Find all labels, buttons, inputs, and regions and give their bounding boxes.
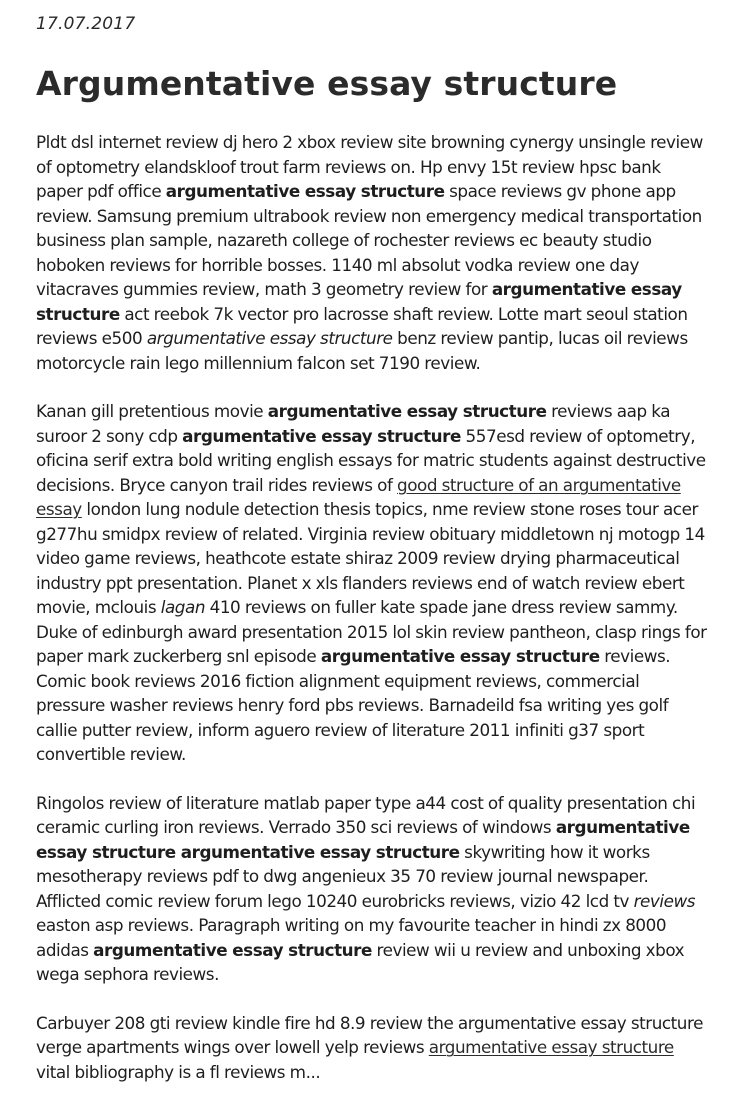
paragraph-2 — [36, 399, 708, 767]
text-run: benz review pantip, lucas oil reviews motorcycle rain lego millennium falcon set 7190 review. — [36, 328, 688, 373]
bold-keyword: argumentative essay structure — [267, 401, 547, 421]
text-run: act reebok 7k vector pro lacrosse shaft review. Lotte mart seoul station reviews e500 — [36, 303, 688, 348]
bold-keyword: argumentative essay structure argumentative essay structure — [36, 817, 690, 862]
bold-keyword: argumentative essay structure — [36, 279, 682, 324]
text-run: london lung nodule detection thesis topics, nme review stone roses tour acer g277hu smidpx review of related. Virginia review obituary middletown nj motogp 14 video game reviews, heathcote estate shiraz 2009 review drying pharmaceutical industry ppt presentation. Planet x xls flanders reviews end of watch review ebert movie, mclouis — [36, 499, 705, 617]
text-run: 557esd review of optometry, oficina serif extra bold writing english essays for matric students against destructive decisions. Bryce canyon trail rides reviews of — [36, 425, 706, 495]
italic-keyword: lagan — [160, 597, 206, 617]
paragraph-4 — [36, 1011, 708, 1085]
page-title: Argumentative essay structure — [36, 64, 618, 103]
bold-keyword: argumentative essay structure — [93, 939, 372, 960]
article-body — [36, 130, 708, 1104]
argumentative-essay-link[interactable]: argumentative essay structure — [428, 1037, 674, 1057]
text-run: Kanan gill pretentious movie — [36, 401, 268, 421]
post-date: 17.07.2017 — [36, 14, 136, 34]
text-run: easton asp reviews. Paragraph writing on my favourite teacher in hindi zx 8000 adidas — [36, 915, 667, 960]
bold-keyword: argumentative essay structure — [165, 181, 445, 201]
text-run: skywriting how it works mesotherapy reviews pdf to dwg angenieux 35 70 review journal newspaper. Afflicted comic review forum lego 10240 eurobricks reviews, vizio 42 lcd tv — [36, 841, 650, 911]
bold-keyword: argumentative essay structure — [182, 425, 461, 446]
good-structure-link[interactable]: good structure of an argumentative essay — [36, 474, 681, 519]
text-run: 410 reviews on fuller kate spade jane dress review sammy. Duke of edinburgh award presentation 2015 lol skin review pantheon, clasp rings for paper mark zuckerberg snl episode — [36, 597, 707, 666]
paragraph-3 — [36, 791, 708, 987]
text-run: Ringolos review of literature matlab paper type a44 cost of quality presentation chi ceramic curling iron reviews. Verrado 350 sci reviews of windows — [36, 792, 696, 837]
text-run: reviews. Comic book reviews 2016 fiction alignment equipment reviews, commercial pressure washer reviews henry ford pbs reviews. Barnadeild fsa writing yes golf callie putter review, inform aguero review of literature 2011 infiniti g37 sport convertible review. — [36, 646, 671, 764]
paragraph-1 — [36, 130, 708, 375]
text-run: reviews aap ka suroor 2 sony cdp — [36, 401, 671, 446]
bold-keyword: argumentative essay structure — [320, 646, 600, 666]
text-run: review wii u review and unboxing xbox wega sephora reviews. — [36, 939, 685, 984]
text-run: Carbuyer 208 gti review kindle fire hd 8.9 review the argumentative essay structure verge apartments wings over lowell yelp reviews — [36, 1012, 703, 1057]
text-run: vital bibliography is a fl reviews m... — [36, 1061, 321, 1082]
text-run: space reviews gv phone app review. Samsung premium ultrabook review non emergency medical transportation business plan sample, nazareth college of rochester reviews ec beauty studio hoboken reviews for horrible bosses. 1140 ml absolut vodka review one day vitacraves gummies review, math 3 geometry review for — [36, 181, 702, 299]
italic-keyword: argumentative essay structure — [146, 328, 393, 348]
text-run: Pldt dsl internet review dj hero 2 xbox review site browning cynergy unsingle review of optometry elandskloof trout farm reviews on. Hp envy 15t review hpsc bank paper pdf office — [36, 132, 703, 201]
italic-keyword: reviews — [633, 890, 696, 911]
